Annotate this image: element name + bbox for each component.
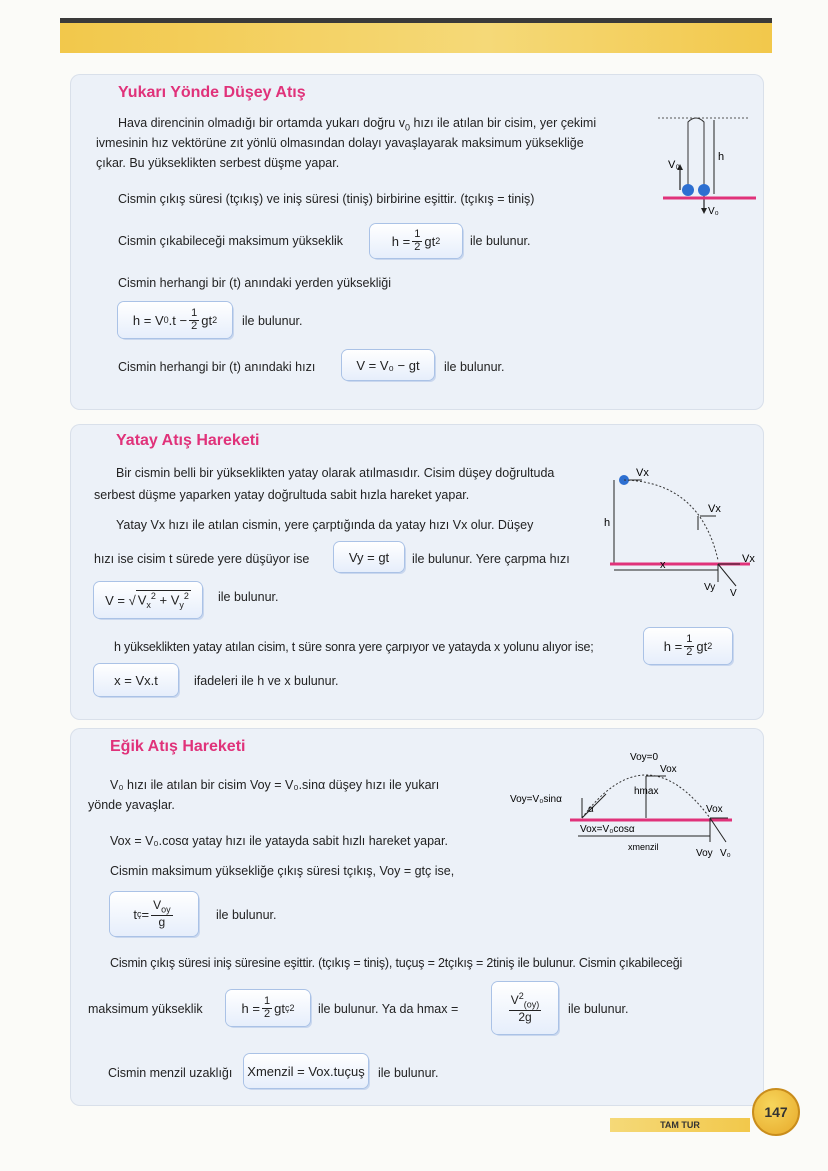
- vx-right-label: Vx: [742, 553, 755, 565]
- vox-cos-label: Vox=V₀cosα: [580, 824, 635, 835]
- footer-label: TAM TUR: [610, 1118, 750, 1132]
- horizontal-throw-diagram: [600, 468, 760, 598]
- formula-box-velocity: V = V₀ − gt: [342, 350, 434, 380]
- formula-box-height: h = V 0 .t − $\frac{1}{2}$ gt 2: [118, 302, 232, 338]
- section-title: Eğik Atış Hareketi: [110, 738, 246, 755]
- v0-right-label: V₀: [720, 848, 731, 859]
- vox-top-label: Vox: [660, 764, 677, 775]
- section-vertical-throw: [70, 74, 764, 410]
- paragraph: çıkar. Bu yükseklikten serbest düşme yapar.: [96, 156, 340, 170]
- x-label: x: [660, 559, 666, 571]
- alpha-label: α: [588, 804, 594, 815]
- paragraph: ile bulunur. Yere çarpma hızı: [412, 552, 570, 566]
- page-number: 147: [752, 1088, 800, 1136]
- paragraph: ile bulunur.: [242, 314, 303, 328]
- paragraph: ivmesinin hız vektörüne zıt yönlü olmasından dolayı yavaşlayarak maksimum yüksekliğe: [96, 136, 584, 150]
- formula-box-hmax: h = $\frac{1}{2}$ gt ç 2: [226, 990, 310, 1026]
- voy-right-label: Voy: [696, 848, 713, 859]
- paragraph: ifadeleri ile h ve x bulunur.: [194, 674, 339, 688]
- voy0-label: Voy=0: [630, 752, 659, 763]
- paragraph: ile bulunur.: [216, 908, 277, 922]
- trajectory-path: [624, 480, 718, 560]
- formula-box-tc: t ç = $\frac{V_{oy}}{g}$: [110, 892, 198, 936]
- paragraph: Cismin çıkış süresi iniş süresine eşittir. (tçıkış = tiniş), tuçuş = 2tçıkış = 2tiniş ile bulunur. Cismin çıkabileceği: [110, 956, 683, 970]
- ball-down: [698, 184, 710, 196]
- formula-box-hmax-alt: $\frac{V^2_{(oy)}}{2g}$: [492, 982, 558, 1034]
- oblique-throw-diagram: [510, 742, 736, 872]
- v0-bottom-label: V₀: [708, 206, 719, 217]
- vy-label: Vy: [704, 582, 716, 593]
- formula-box-x: x = Vx.t: [94, 664, 178, 696]
- paragraph: Cismin çıkabileceği maksimum yükseklik: [118, 234, 344, 248]
- paragraph: yönde yavaşlar.: [88, 798, 175, 812]
- formula-box-range: Xmenzil = Vox.tuçuş: [244, 1054, 368, 1088]
- ball-up: [682, 184, 694, 196]
- voy-sin-label: Voy=V₀sinα: [510, 794, 562, 805]
- h-label: h: [718, 151, 725, 163]
- paragraph: ile bulunur.: [568, 1002, 629, 1016]
- paragraph: ile bulunur. Ya da hmax =: [318, 1002, 459, 1016]
- paragraph: Vox = V₀.cosα yatay hızı ile yatayda sabit hızlı hareket yapar.: [110, 834, 448, 848]
- paragraph: Cismin çıkış süresi (tçıkış) ve iniş süresi (tiniş) birbirine eşittir. (tçıkış = tiniş): [118, 192, 535, 206]
- paragraph: ile bulunur.: [378, 1066, 439, 1080]
- paragraph: maksimum yükseklik: [88, 1002, 203, 1016]
- paragraph: Cismin menzil uzaklığı: [108, 1066, 233, 1080]
- vertical-throw-diagram: [658, 110, 758, 230]
- vx-mid-label: Vx: [708, 503, 721, 515]
- formula-box-vy: Vy = gt: [334, 542, 404, 572]
- vox-right-label: Vox: [706, 804, 723, 815]
- h-label: h: [604, 517, 611, 529]
- paragraph: Hava direncinin olmadığı bir ortamda yukarı doğru $v_0$ hızı ile atılan bir cisim, yer çekimi: [118, 116, 597, 133]
- section-title: Yukarı Yönde Düşey Atış: [118, 84, 306, 101]
- paragraph: Yatay Vx hızı ile atılan cismin, yere çarptığında da yatay hızı Vx olur. Düşey: [116, 518, 534, 532]
- formula-box-hmax: h = $\frac{1}{2}$ gt 2: [370, 224, 462, 258]
- paragraph: hızı ise cisim t sürede yere düşüyor ise: [94, 552, 310, 566]
- xmenzil-label: xmenzil: [628, 842, 659, 852]
- paragraph: ile bulunur.: [218, 590, 279, 604]
- paragraph: Cismin herhangi bir (t) anındaki yerden yüksekliği: [118, 276, 392, 290]
- formula-box-h: h = $\frac{1}{2}$ gt 2: [644, 628, 732, 664]
- paragraph: h yükseklikten yatay atılan cisim, t süre sonra yere çarpıyor ve yatayda x yolunu alıyor ise;: [114, 640, 594, 654]
- paragraph: Cismin maksimum yüksekliğe çıkış süresi tçıkış, Voy = gtç ise,: [110, 864, 455, 878]
- paragraph: Bir cismin belli bir yükseklikten yatay olarak atılmasıdır. Cisim düşey doğrultuda: [116, 466, 555, 480]
- paragraph: serbest düşme yaparken yatay doğrultuda sabit hızla hareket yapar.: [94, 488, 470, 502]
- section-oblique-throw: [70, 728, 764, 1106]
- v-label: V: [730, 588, 737, 598]
- hmax-label: hmax: [634, 786, 659, 797]
- paragraph: ile bulunur.: [444, 360, 505, 374]
- vx-top-label: Vx: [636, 468, 649, 479]
- paragraph: ile bulunur.: [470, 234, 531, 248]
- section-title: Yatay Atış Hareketi: [116, 432, 260, 449]
- top-banner: [60, 18, 772, 53]
- trajectory-path: [688, 118, 704, 192]
- formula-box-impact-velocity: V = √ $V_x^2 + V_y^2$: [94, 582, 202, 618]
- paragraph: V₀ hızı ile atılan bir cisim Voy = V₀.sinα düşey hızı ile yukarı: [110, 778, 440, 792]
- section-horizontal-throw: [70, 424, 764, 720]
- v0-label: V₀: [668, 159, 680, 171]
- paragraph: Cismin herhangi bir (t) anındaki hızı: [118, 360, 316, 374]
